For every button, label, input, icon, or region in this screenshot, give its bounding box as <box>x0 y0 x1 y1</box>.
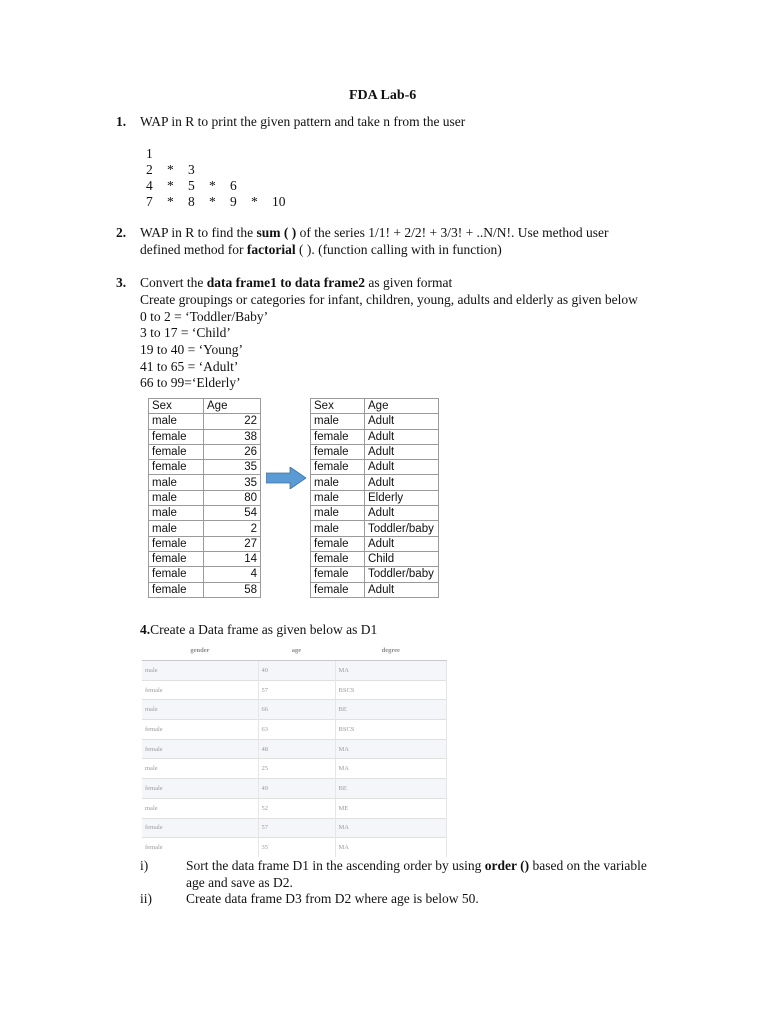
table-row <box>142 759 447 779</box>
age-cell: 35 <box>258 838 335 857</box>
question-1-text: WAP in R to print the given pattern and take n from the user <box>140 114 466 129</box>
pattern-cell: 8 <box>188 194 195 209</box>
sex-cell: male <box>149 521 204 536</box>
gender-header: gender <box>142 641 258 661</box>
table-row <box>142 720 447 740</box>
pattern-cell: 3 <box>188 162 195 177</box>
degree-cell: MA <box>335 759 447 779</box>
sex-cell: female <box>149 460 204 475</box>
age-cell: 35 <box>204 475 261 490</box>
table-row <box>311 414 439 429</box>
sex-cell: male <box>149 414 204 429</box>
header-cell: Sex <box>149 399 204 414</box>
age-cell: 54 <box>204 506 261 521</box>
table-row <box>311 444 439 459</box>
question-3-number: 3. <box>116 275 127 290</box>
table-row <box>311 460 439 475</box>
page-title: FDA Lab-6 <box>349 88 417 103</box>
age-range-adult: 41 to 65 = ‘Adult’ <box>140 359 239 374</box>
pattern-cell: * <box>167 194 174 209</box>
table-row <box>142 739 447 759</box>
sex-cell: male <box>311 506 365 521</box>
pattern-cell: 2 <box>146 162 153 177</box>
table-row <box>142 661 447 681</box>
category-cell: Adult <box>365 414 439 429</box>
right-arrow-icon <box>266 467 306 489</box>
pattern-cell: 5 <box>188 178 195 193</box>
sex-cell: male <box>149 506 204 521</box>
gender-cell: female <box>142 779 258 799</box>
data-frame-2 <box>310 398 439 598</box>
header-cell: Sex <box>311 399 365 414</box>
sex-cell: female <box>149 567 204 582</box>
age-cell: 35 <box>204 460 261 475</box>
category-cell: Adult <box>365 582 439 597</box>
pattern-cell: 7 <box>146 194 153 209</box>
text-segment: as given format <box>364 275 453 290</box>
degree-cell: BE <box>335 779 447 799</box>
gender-cell: male <box>142 661 258 681</box>
age-cell: 57 <box>258 818 335 838</box>
question-3-line-2: Create groupings or categories for infant, children, young, adults and elderly as given below <box>140 292 638 307</box>
sex-cell: female <box>311 536 365 551</box>
degree-cell: MA <box>335 818 447 838</box>
table-row <box>311 506 439 521</box>
table-row <box>149 536 261 551</box>
data-frame-d1 <box>142 641 447 857</box>
order-keyword: order () <box>484 858 530 873</box>
text-segment: WAP in R to find the <box>140 225 257 240</box>
table-row <box>142 680 447 700</box>
category-cell: Toddler/baby <box>365 567 439 582</box>
table-row <box>149 521 261 536</box>
age-cell: 4 <box>204 567 261 582</box>
degree-cell: BSCS <box>335 720 447 740</box>
table-row <box>149 567 261 582</box>
pattern-cell: * <box>167 178 174 193</box>
sex-cell: male <box>149 490 204 505</box>
sex-cell: female <box>311 460 365 475</box>
table-row <box>142 700 447 720</box>
question-1-number: 1. <box>116 114 127 129</box>
table-row <box>311 536 439 551</box>
sex-cell: male <box>311 490 365 505</box>
table-row <box>142 838 447 857</box>
sex-cell: male <box>149 475 204 490</box>
gender-cell: female <box>142 838 258 857</box>
gender-cell: male <box>142 798 258 818</box>
category-cell: Child <box>365 551 439 566</box>
age-range-toddler: 0 to 2 = ‘Toddler/Baby’ <box>140 309 269 324</box>
question-4-number: 4. <box>140 622 151 637</box>
table-row <box>149 582 261 597</box>
data-frame-keyword: data frame1 to data frame2 <box>206 275 365 290</box>
data-frame-1 <box>148 398 261 598</box>
table-row <box>149 444 261 459</box>
table-row <box>149 490 261 505</box>
pattern-cell: * <box>209 178 216 193</box>
question-2-line-1 <box>140 225 609 241</box>
age-cell: 2 <box>204 521 261 536</box>
table-row <box>311 551 439 566</box>
age-cell: 52 <box>258 798 335 818</box>
item-ii-number: ii) <box>140 891 152 906</box>
table-row <box>311 429 439 444</box>
age-range-young: 19 to 40 = ‘Young’ <box>140 342 244 357</box>
age-cell: 38 <box>204 429 261 444</box>
header-cell: Age <box>365 399 439 414</box>
gender-cell: male <box>142 700 258 720</box>
age-header: age <box>258 641 335 661</box>
sex-cell: female <box>311 582 365 597</box>
pattern-cell: * <box>251 194 258 209</box>
table-header-row <box>149 399 261 414</box>
category-cell: Adult <box>365 444 439 459</box>
age-cell: 27 <box>204 536 261 551</box>
age-cell: 14 <box>204 551 261 566</box>
header-cell: Age <box>204 399 261 414</box>
age-cell: 57 <box>258 680 335 700</box>
sex-cell: male <box>311 521 365 536</box>
pattern-cell: * <box>167 162 174 177</box>
table-row <box>311 475 439 490</box>
pattern-cell: * <box>209 194 216 209</box>
pattern-cell: 1 <box>146 146 153 161</box>
age-cell: 25 <box>258 759 335 779</box>
sex-cell: male <box>311 475 365 490</box>
sex-cell: female <box>311 551 365 566</box>
sex-cell: female <box>311 567 365 582</box>
table-row <box>142 798 447 818</box>
age-cell: 48 <box>258 739 335 759</box>
sex-cell: female <box>149 551 204 566</box>
age-cell: 40 <box>258 661 335 681</box>
degree-cell: MA <box>335 739 447 759</box>
pattern-cell: 10 <box>272 194 286 209</box>
age-cell: 80 <box>204 490 261 505</box>
question-2-number: 2. <box>116 225 127 240</box>
age-cell: 26 <box>204 444 261 459</box>
pattern-row-4 <box>146 194 293 210</box>
category-cell: Adult <box>365 536 439 551</box>
gender-cell: female <box>142 680 258 700</box>
table-row <box>149 429 261 444</box>
table-row <box>149 460 261 475</box>
table-row <box>149 551 261 566</box>
age-range-elderly: 66 to 99=‘Elderly’ <box>140 375 241 390</box>
table-row <box>311 567 439 582</box>
pattern-cell: 9 <box>230 194 237 209</box>
table-row <box>149 475 261 490</box>
table-row <box>149 506 261 521</box>
table-row <box>311 490 439 505</box>
factorial-keyword: factorial <box>246 242 296 257</box>
degree-cell: MA <box>335 838 447 857</box>
pattern-row-1 <box>146 146 293 162</box>
item-ii-text: Create data frame D3 from D2 where age is below 50. <box>186 891 479 906</box>
category-cell: Toddler/baby <box>365 521 439 536</box>
sex-cell: female <box>149 444 204 459</box>
category-cell: Adult <box>365 506 439 521</box>
text-segment: of the series 1/1! + 2/2! + 3/3! + ..N/N!. Use method user <box>296 225 609 240</box>
table-row <box>142 779 447 799</box>
degree-cell: BSCS <box>335 680 447 700</box>
category-cell: Adult <box>365 429 439 444</box>
sex-cell: female <box>311 429 365 444</box>
degree-cell: BE <box>335 700 447 720</box>
category-cell: Elderly <box>365 490 439 505</box>
gender-cell: male <box>142 759 258 779</box>
table-header-row <box>142 641 447 661</box>
gender-cell: female <box>142 720 258 740</box>
text-segment: Convert the <box>140 275 207 290</box>
text-segment: based on the variable <box>529 858 647 873</box>
sex-cell: female <box>149 536 204 551</box>
item-i-number: i) <box>140 858 149 873</box>
text-segment: Sort the data frame D1 in the ascending order by using <box>186 858 485 873</box>
sex-cell: female <box>149 429 204 444</box>
question-2-line-2 <box>140 242 502 258</box>
age-cell: 58 <box>204 582 261 597</box>
question-3-line-1 <box>140 275 452 291</box>
sex-cell: male <box>311 414 365 429</box>
pattern-row-2 <box>146 162 293 178</box>
table-row <box>311 582 439 597</box>
degree-cell: MA <box>335 661 447 681</box>
question-4 <box>140 622 377 638</box>
text-segment: ( ). (function calling with in function) <box>295 242 502 257</box>
pattern-row-3 <box>146 178 293 194</box>
age-cell: 63 <box>258 720 335 740</box>
pattern-cell: 6 <box>230 178 237 193</box>
sex-cell: female <box>311 444 365 459</box>
table-row <box>142 818 447 838</box>
text-segment: defined method for <box>140 242 247 257</box>
question-4-text: Create a Data frame as given below as D1 <box>150 622 378 637</box>
table-header-row <box>311 399 439 414</box>
item-i-line-1 <box>186 858 647 874</box>
age-cell: 49 <box>258 779 335 799</box>
gender-cell: female <box>142 818 258 838</box>
number-pattern <box>146 146 293 210</box>
table-row <box>149 414 261 429</box>
sum-keyword: sum ( ) <box>256 225 297 240</box>
item-i-line-2: age and save as D2. <box>186 875 293 890</box>
age-cell: 66 <box>258 700 335 720</box>
pattern-cell: 4 <box>146 178 153 193</box>
category-cell: Adult <box>365 460 439 475</box>
age-range-child: 3 to 17 = ‘Child’ <box>140 325 231 340</box>
degree-cell: ME <box>335 798 447 818</box>
sex-cell: female <box>149 582 204 597</box>
category-cell: Adult <box>365 475 439 490</box>
table-row <box>311 521 439 536</box>
degree-header: degree <box>335 641 447 661</box>
gender-cell: female <box>142 739 258 759</box>
age-cell: 22 <box>204 414 261 429</box>
